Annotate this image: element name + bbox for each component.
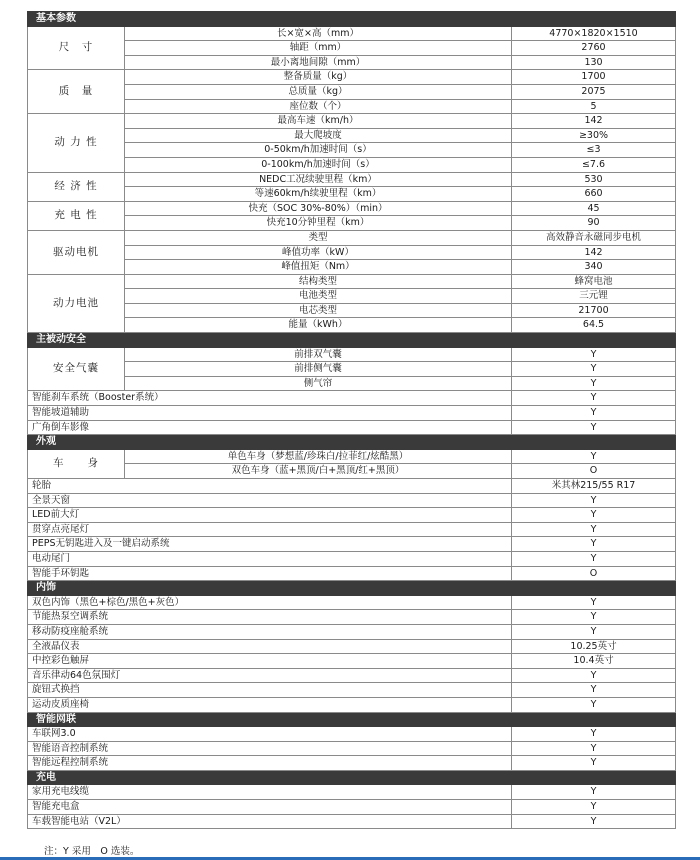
item-label: NEDC工况续驶里程（km） xyxy=(125,172,512,187)
section-header-safety xyxy=(28,333,676,348)
table-row xyxy=(28,230,676,245)
table-row xyxy=(28,566,676,581)
item-label: 家用充电线缆 xyxy=(28,785,512,800)
item-label: 前排双气囊 xyxy=(125,347,512,362)
table-row xyxy=(28,683,676,698)
item-label: 等速60km/h续驶里程（km） xyxy=(125,187,512,202)
section-title: 外观 xyxy=(28,435,676,450)
table-row xyxy=(28,406,676,421)
item-label: 智能语音控制系统 xyxy=(28,741,512,756)
category-airbag: 安全气囊 xyxy=(28,347,125,391)
item-label: 双色内饰（黑色+棕色/黑色+灰色） xyxy=(28,595,512,610)
item-value: O xyxy=(512,464,676,479)
item-value: Y xyxy=(512,522,676,537)
table-row xyxy=(28,201,676,216)
item-label: 0-50km/h加速时间（s） xyxy=(125,143,512,158)
section-header-interior xyxy=(28,581,676,596)
section-header-exterior xyxy=(28,435,676,450)
table-row xyxy=(28,639,676,654)
category-charging: 充 电 性 xyxy=(28,201,125,230)
table-row xyxy=(28,727,676,742)
category-economy: 经 济 性 xyxy=(28,172,125,201)
item-label: 智能充电盒 xyxy=(28,800,512,815)
table-row xyxy=(28,508,676,523)
item-label: 音乐律动64色氛围灯 xyxy=(28,668,512,683)
item-value: Y xyxy=(512,683,676,698)
table-row xyxy=(28,522,676,537)
item-value: 5 xyxy=(512,99,676,114)
item-value: O xyxy=(512,566,676,581)
item-value: Y xyxy=(512,406,676,421)
item-value: Y xyxy=(512,624,676,639)
item-value: 90 xyxy=(512,216,676,231)
table-row xyxy=(28,493,676,508)
table-row xyxy=(28,172,676,187)
table-row xyxy=(28,55,676,70)
item-label: 双色车身（蓝+黑顶/白+黑顶/红+黑顶） xyxy=(125,464,512,479)
item-label: 类型 xyxy=(125,230,512,245)
table-row xyxy=(28,814,676,829)
item-label: 电芯类型 xyxy=(125,303,512,318)
table-row xyxy=(28,114,676,129)
item-value: ≥30% xyxy=(512,128,676,143)
item-value: 2075 xyxy=(512,84,676,99)
item-value: 三元锂 xyxy=(512,289,676,304)
item-value: 10.4英寸 xyxy=(512,654,676,669)
table-row xyxy=(28,26,676,41)
item-label: 最小离地间隙（mm） xyxy=(125,55,512,70)
table-row xyxy=(28,303,676,318)
table-row xyxy=(28,741,676,756)
spec-sheet xyxy=(27,11,675,829)
table-row xyxy=(28,697,676,712)
section-title: 内饰 xyxy=(28,581,676,596)
table-row xyxy=(28,756,676,771)
item-value: 10.25英寸 xyxy=(512,639,676,654)
table-row xyxy=(28,157,676,172)
table-row xyxy=(28,391,676,406)
table-row xyxy=(28,41,676,56)
item-value: 340 xyxy=(512,260,676,275)
item-value: 130 xyxy=(512,55,676,70)
table-row xyxy=(28,70,676,85)
item-value: 2760 xyxy=(512,41,676,56)
section-title: 充电 xyxy=(28,770,676,785)
item-label: 车载智能电站（V2L） xyxy=(28,814,512,829)
item-value: Y xyxy=(512,756,676,771)
item-label: 广角倒车影像 xyxy=(28,420,512,435)
table-row xyxy=(28,785,676,800)
item-value: Y xyxy=(512,595,676,610)
item-label: 智能坡道辅助 xyxy=(28,406,512,421)
item-value: ≤7.6 xyxy=(512,157,676,172)
item-value: Y xyxy=(512,347,676,362)
table-row xyxy=(28,479,676,494)
item-label: 轴距（mm） xyxy=(125,41,512,56)
table-row xyxy=(28,595,676,610)
item-label: 车联网3.0 xyxy=(28,727,512,742)
table-row xyxy=(28,245,676,260)
item-value: 64.5 xyxy=(512,318,676,333)
section-header-basic xyxy=(28,12,676,27)
item-label: 轮胎 xyxy=(28,479,512,494)
item-label: 中控彩色触屏 xyxy=(28,654,512,669)
section-title: 主被动安全 xyxy=(28,333,676,348)
item-value: Y xyxy=(512,537,676,552)
item-label: 全景天窗 xyxy=(28,493,512,508)
item-label: 电池类型 xyxy=(125,289,512,304)
item-label: 智能刹车系统（Booster系统） xyxy=(28,391,512,406)
item-value: Y xyxy=(512,785,676,800)
item-value: Y xyxy=(512,508,676,523)
item-label: 智能手环钥匙 xyxy=(28,566,512,581)
table-row xyxy=(28,347,676,362)
item-label: 长×宽×高（mm） xyxy=(125,26,512,41)
table-row xyxy=(28,449,676,464)
item-label: 前排侧气囊 xyxy=(125,362,512,377)
item-value: Y xyxy=(512,697,676,712)
item-value: Y xyxy=(512,610,676,625)
item-label: 贯穿点亮尾灯 xyxy=(28,522,512,537)
item-value: 高效静音永磁同步电机 xyxy=(512,230,676,245)
item-label: 0-100km/h加速时间（s） xyxy=(125,157,512,172)
section-title: 基本参数 xyxy=(28,12,676,27)
item-label: 快充（SOC 30%-80%）（min） xyxy=(125,201,512,216)
item-value: Y xyxy=(512,362,676,377)
table-row xyxy=(28,260,676,275)
item-value: Y xyxy=(512,420,676,435)
item-label: LED前大灯 xyxy=(28,508,512,523)
item-value: 蜂窝电池 xyxy=(512,274,676,289)
item-value: ≤3 xyxy=(512,143,676,158)
item-value: Y xyxy=(512,493,676,508)
item-value: Y xyxy=(512,449,676,464)
table-row xyxy=(28,289,676,304)
category-mass: 质 量 xyxy=(28,70,125,114)
table-row xyxy=(28,187,676,202)
item-label: 结构类型 xyxy=(125,274,512,289)
item-label: 节能热泵空调系统 xyxy=(28,610,512,625)
item-label: 全液晶仪表 xyxy=(28,639,512,654)
table-row xyxy=(28,464,676,479)
category-size: 尺 寸 xyxy=(28,26,125,70)
table-row xyxy=(28,99,676,114)
table-row xyxy=(28,376,676,391)
item-label: 总质量（kg） xyxy=(125,84,512,99)
spec-table xyxy=(27,11,676,829)
section-header-connect xyxy=(28,712,676,727)
item-value: Y xyxy=(512,727,676,742)
table-row xyxy=(28,84,676,99)
table-row xyxy=(28,274,676,289)
table-row xyxy=(28,143,676,158)
category-power: 动 力 性 xyxy=(28,114,125,172)
item-label: 峰值功率（kW） xyxy=(125,245,512,260)
category-body: 车 身 xyxy=(28,449,125,478)
item-value: Y xyxy=(512,668,676,683)
item-label: 电动尾门 xyxy=(28,551,512,566)
item-value: 142 xyxy=(512,114,676,129)
item-value: Y xyxy=(512,376,676,391)
category-motor: 驱动电机 xyxy=(28,230,125,274)
item-label: 运动皮质座椅 xyxy=(28,697,512,712)
item-value: 4770×1820×1510 xyxy=(512,26,676,41)
item-label: 单色车身（梦想蓝/珍珠白/拉菲红/炫酷黑） xyxy=(125,449,512,464)
item-label: 侧气帘 xyxy=(125,376,512,391)
item-label: PEPS无钥匙进入及一键启动系统 xyxy=(28,537,512,552)
item-value: 660 xyxy=(512,187,676,202)
table-row xyxy=(28,420,676,435)
table-row xyxy=(28,128,676,143)
item-label: 最高车速（km/h） xyxy=(125,114,512,129)
item-label: 快充10分钟里程（km） xyxy=(125,216,512,231)
table-row xyxy=(28,216,676,231)
item-label: 移动防疫座舱系统 xyxy=(28,624,512,639)
table-row xyxy=(28,318,676,333)
item-value: 1700 xyxy=(512,70,676,85)
category-battery: 动力电池 xyxy=(28,274,125,332)
item-label: 能量（kWh） xyxy=(125,318,512,333)
item-label: 旋钮式换挡 xyxy=(28,683,512,698)
item-label: 最大爬坡度 xyxy=(125,128,512,143)
item-value: Y xyxy=(512,814,676,829)
item-label: 智能远程控制系统 xyxy=(28,756,512,771)
item-label: 峰值扭矩（Nm） xyxy=(125,260,512,275)
table-row xyxy=(28,551,676,566)
table-row xyxy=(28,800,676,815)
footnote: 注：Y 采用 O 选装。 xyxy=(44,846,140,857)
item-label: 座位数（个） xyxy=(125,99,512,114)
item-value: Y xyxy=(512,800,676,815)
item-value: 21700 xyxy=(512,303,676,318)
item-value: Y xyxy=(512,741,676,756)
item-value: 530 xyxy=(512,172,676,187)
section-header-charging xyxy=(28,770,676,785)
table-row xyxy=(28,624,676,639)
item-value: Y xyxy=(512,391,676,406)
section-title: 智能网联 xyxy=(28,712,676,727)
item-label: 整备质量（kg） xyxy=(125,70,512,85)
item-value: 米其林215/55 R17 xyxy=(512,479,676,494)
table-row xyxy=(28,537,676,552)
table-row xyxy=(28,654,676,669)
table-row xyxy=(28,362,676,377)
item-value: 45 xyxy=(512,201,676,216)
table-row xyxy=(28,668,676,683)
table-row xyxy=(28,610,676,625)
item-value: Y xyxy=(512,551,676,566)
item-value: 142 xyxy=(512,245,676,260)
